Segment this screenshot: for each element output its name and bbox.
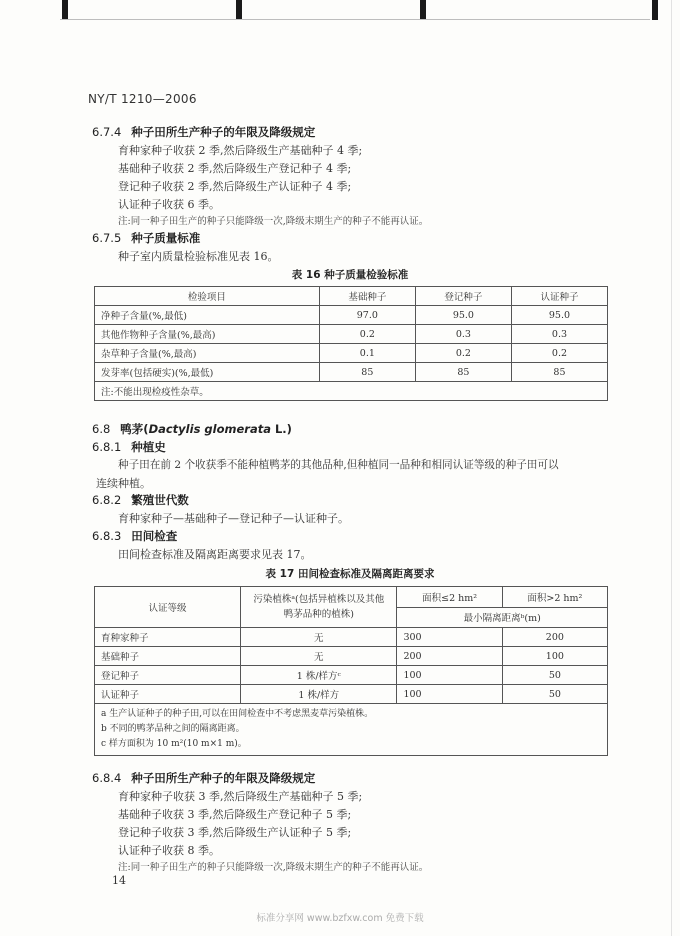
table-cell: 200	[502, 628, 607, 647]
table-cell: 0.2	[511, 344, 607, 363]
watermark-footer: 标准分享网 www.bzfxw.com 免费下载	[256, 913, 424, 924]
table-cell: 0.2	[319, 325, 415, 344]
table-cell: 1 株/样方ᶜ	[241, 666, 397, 685]
table16	[94, 286, 608, 401]
table-cell: 无	[241, 647, 397, 666]
table-note: 注:不能出现检疫性杂草。	[95, 382, 608, 401]
paragraph-line: 田间检查标准及隔离距离要求见表 17。	[118, 548, 312, 561]
table-cell: 净种子含量(%,最低)	[95, 306, 320, 325]
table-cell: 50	[502, 685, 607, 704]
table-cell: 85	[319, 363, 415, 382]
section-heading-681: 6.8.1 种植史	[92, 440, 166, 454]
section-heading-675: 6.7.5 种子质量标准	[92, 231, 201, 245]
binding-mark-right	[420, 0, 426, 20]
paragraph-line: 育种家种子收获 3 季,然后降级生产基础种子 5 季;	[118, 790, 363, 803]
table-footnotes	[95, 704, 608, 756]
standard-code: NY/T 1210—2006	[88, 92, 197, 106]
footnote: a 生产认证种子的种子田,可以在田间检查中不考虑黑麦草污染植株。	[101, 709, 374, 719]
paragraph-line: 认证种子收获 6 季。	[118, 198, 220, 211]
table-header-row	[95, 287, 608, 306]
table-cell: 97.0	[319, 306, 415, 325]
paragraph-line: 登记种子收获 3 季,然后降级生产认证种子 5 季;	[118, 826, 352, 839]
table-row	[95, 647, 608, 666]
table-cell: 95.0	[415, 306, 511, 325]
table-cell: 发芽率(包括硬实)(%,最低)	[95, 363, 320, 382]
paragraph-line: 育种家种子—基础种子—登记种子—认证种子。	[118, 512, 349, 525]
column-header: 面积≤2 hm²	[397, 587, 502, 608]
paragraph-line: 认证种子收获 8 季。	[118, 844, 220, 857]
table17-caption: 表 17 田间检查标准及隔离距离要求	[265, 568, 435, 580]
table-cell: 登记种子	[95, 666, 241, 685]
table-cell: 100	[397, 685, 502, 704]
footnote: c 样方面积为 10 m²(10 m×1 m)。	[101, 739, 247, 749]
table-header-row	[95, 587, 608, 608]
page-edge	[671, 0, 672, 936]
table-cell: 1 株/样方	[241, 685, 397, 704]
binding-mark-edge	[652, 0, 658, 20]
column-header: 面积>2 hm²	[502, 587, 607, 608]
binding-mark-middle	[236, 0, 242, 20]
table-row	[95, 363, 608, 382]
table-cell: 杂草种子含量(%,最高)	[95, 344, 320, 363]
column-header	[241, 587, 397, 628]
table-cell: 其他作物种子含量(%,最高)	[95, 325, 320, 344]
binding-mark-left	[62, 0, 68, 20]
section-heading-684: 6.8.4 种子田所生产种子的年限及降级规定	[92, 771, 316, 785]
table-cell: 50	[502, 666, 607, 685]
note: 注:同一种子田生产的种子只能降级一次,降级末期生产的种子不能再认证。	[118, 862, 429, 873]
table-cell: 85	[511, 363, 607, 382]
table-note-row	[95, 382, 608, 401]
table-cell: 95.0	[511, 306, 607, 325]
table-row	[95, 344, 608, 363]
table17	[94, 586, 608, 756]
table-cell: 0.3	[415, 325, 511, 344]
table-cell: 育种家种子	[95, 628, 241, 647]
table-cell: 无	[241, 628, 397, 647]
column-header: 认证等级	[95, 587, 241, 628]
table-cell: 100	[397, 666, 502, 685]
table16-caption: 表 16 种子质量检验标准	[291, 269, 409, 281]
section-heading-68: 6.8 鸭茅(Dactylis glomerata L.)	[92, 422, 292, 436]
paragraph-line: 种子室内质量检验标准见表 16。	[118, 250, 279, 263]
header-line: 污染植株ᵃ(包括异植株以及其他	[253, 594, 385, 605]
table-row	[95, 685, 608, 704]
column-header: 认证种子	[511, 287, 607, 306]
table-footnote-row	[95, 704, 608, 756]
footnote: b 不同的鸭茅品种之间的隔离距离。	[101, 724, 245, 734]
table-cell: 基础种子	[95, 647, 241, 666]
table-row	[95, 325, 608, 344]
table-cell: 200	[397, 647, 502, 666]
section-heading-683: 6.8.3 田间检查	[92, 529, 178, 543]
table-cell: 认证种子	[95, 685, 241, 704]
table-cell: 0.1	[319, 344, 415, 363]
table-cell: 100	[502, 647, 607, 666]
section-heading-682: 6.8.2 繁殖世代数	[92, 493, 189, 507]
table-row	[95, 628, 608, 647]
header-line: 鸭茅品种的植株)	[283, 609, 354, 620]
top-border	[0, 0, 680, 22]
column-header: 基础种子	[319, 287, 415, 306]
paragraph-line: 登记种子收获 2 季,然后降级生产认证种子 4 季;	[118, 180, 352, 193]
section-heading-674: 6.7.4 种子田所生产种子的年限及降级规定	[92, 125, 316, 139]
paragraph-line: 基础种子收获 3 季,然后降级生产登记种子 5 季;	[118, 808, 352, 821]
paragraph-line: 种子田在前 2 个收获季不能种植鸭茅的其他品种,但种植同一品种和相同认证等级的种子田可以	[118, 459, 559, 471]
table-row	[95, 306, 608, 325]
page-number: 14	[112, 874, 126, 887]
note: 注:同一种子田生产的种子只能降级一次,降级末期生产的种子不能再认证。	[118, 216, 429, 227]
table-cell: 85	[415, 363, 511, 382]
table-cell: 0.2	[415, 344, 511, 363]
table-cell: 0.3	[511, 325, 607, 344]
paragraph-line: 育种家种子收获 2 季,然后降级生产基础种子 4 季;	[118, 144, 363, 157]
table-cell: 300	[397, 628, 502, 647]
top-rule	[60, 19, 650, 20]
paragraph-line: 基础种子收获 2 季,然后降级生产登记种子 4 季;	[118, 162, 352, 175]
column-header: 检验项目	[95, 287, 320, 306]
column-header: 登记种子	[415, 287, 511, 306]
table-row	[95, 666, 608, 685]
paragraph-line: 连续种植。	[96, 477, 151, 490]
column-header: 最小隔离距离ᵇ(m)	[397, 607, 608, 628]
